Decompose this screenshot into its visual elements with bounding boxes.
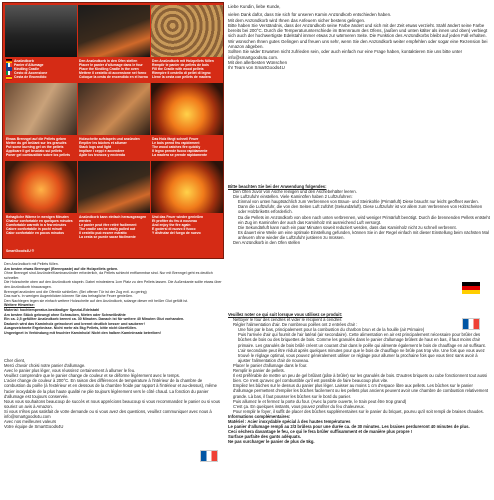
letter-paragraph: Sollten Sie wider Erwarten nicht zufrieden sein, oder auch einfach nur eine Frage haben, kontaktieren Sie uns bitte unter info@smartgoods4u.com. <box>228 49 463 60</box>
list-item: Einmal von unten hauptsächlich zum Verbrennen von Braun- und Steinkohle (Primärluft) Diese braucht nur leicht geöffnet werden. <box>238 199 479 205</box>
list-item: Régler l'alimentation d'air. De nombreux poêles ont 2 entrées d'air : <box>233 322 358 328</box>
list-item: Pour remplir le foyer, il suffit de placer des bûches supplémentaires sur le panier du briquet, pourvu qu'il soit rempli de braises chaudes. <box>233 408 484 414</box>
greeting: Liebe Kundin, liebe Kunde, <box>228 4 281 9</box>
notes-heading: Informations complémentaires: <box>228 413 291 419</box>
step-text: Brenngel anzünden und die Ofentür schließen. (Bei offener Tür ist der Zug evtl. zu gering) <box>4 289 147 294</box>
letter-paragraph: Bitte haben Sie Verständnis, dass der Anzündkorb seine Farbe ändert und sich mit der Zeit etwas verzieht. Stahl ändert seine Farbe bereits bei 200°C. Durch die Temperaturunterschiede im Brennraum des Ofens, (außen und unten kälter als innen und oben) verbiegt sich auch der hochwertigste Edelstahl immer etwas zur wärmeren Seite. Die Funktion des Anzündkorbs bleibt auf jeden Fall erhalten. <box>228 22 488 39</box>
letter-closing: Mit den allerbesten Wünschen <box>228 59 288 65</box>
list-item: Placer le panier d'allumage dans le four. <box>233 362 308 368</box>
product-photo-pellets <box>151 5 223 57</box>
german-usage-notes <box>228 184 490 245</box>
product-photo-cradle <box>5 5 77 57</box>
product-photo-glow <box>5 161 77 213</box>
list-item: Il est préférable de mettre un peu de gel brûlant (pâte à brûler) sur les granulés de bois. D'autres briquets ou cube fonctionnent tout aussi bien. Ce n'est qu'avec gel combustible qu'il est possible de faire beaucoup plus vite. <box>233 373 488 384</box>
list-item: Nettoyer le four des cendres et vider le récipient à cendres <box>233 317 342 323</box>
step-text: Das war's. In wenigen Augenblicken können Sie das behagliche Feuer genießen. <box>4 294 133 299</box>
caption-step-3: Etwas Brenngel auf die Pellets geben Mettre du gel brûlant sur les granulés Put some burning gel on the pellets Applicare il gel bruciato sui pellets Poner gel combustible sobre los pellets <box>6 137 71 157</box>
note-text: Surface parfaite des gants adéquats. <box>228 434 302 440</box>
letter-signature: Votre équipe de SmartGoods4U <box>4 424 64 430</box>
letter-paragraph: Avec le panier plus léger, vous réussirez certainement à allumer le feu. <box>4 368 136 374</box>
list-item: Es dauert eine Weile um eine optimale Einstellung gefunden, können Sie in der Regel einfach mit dieser Einstellung beim nächsten Mal anfeuern ohne wieder die Luftzufuhr justieren zu müssen. <box>238 229 489 240</box>
step-text: Den Anzündkorb mit Pellets füllen. <box>4 262 59 266</box>
note-text: Ausgezeichnete Ergebnisse. Nicht mehr als 5kg Pellets, bitte nicht überfüllen. <box>4 326 137 331</box>
caption-step-2: Den Anzündkorb mit Holzpellets füllen Remplir le panier de pellets de bois Fill the Cradle with wood pellets Riempire il cestello di pellet di legno Llene la cesta con pellets de madera <box>152 59 214 79</box>
product-instructions-grid <box>2 2 224 259</box>
list-item: C'est ça. En quelques instants, vous pouvez profiter du feu chaleureux. <box>233 403 365 409</box>
language-list <box>6 59 76 80</box>
note-text: Ungeeignet in Verbindung mit feuchter Kaminholz! Nicht den halben Kamininsatz betreiben! <box>4 330 161 335</box>
lang-label: Kindling Cradle <box>14 67 40 72</box>
product-photo-logs <box>78 83 150 135</box>
lang-label: Anzündkorb <box>14 59 34 63</box>
german-steps <box>4 262 224 336</box>
list-item: Une fois par le bas, principalement pour la combustion du charbon brun et de la houille (air Primaire) <box>238 327 425 333</box>
product-photo-enjoy <box>151 161 223 213</box>
list-item: Empilez les bûches sur le dessus du panier plus léger. Laisser au moins 1 cm d'espace libre aux pellets. Les bûches sur le panier d'allumage permettent d'empiler les bûches facilement ou les pellets plus anciens peuvent avoir une chambre de combustion relativement grande. Là bas, il faut pousser les bûches sur le bord du panier. <box>233 383 489 399</box>
note-text: Matériel : Acier inoxydable spécial à des hautes températures <box>228 418 351 424</box>
caption-step-8: Und das Feuer wieder genießen Et profiter du feu à nouveau And enjoy the fire again E godersi di nuovo il fuoco Y disfrutar del fuego de nuevo <box>152 215 204 235</box>
flag-de-icon <box>462 282 480 294</box>
section-heading: Bitte beachten Sie bei der Anwendung folgendes: <box>228 184 327 189</box>
letter-paragraph: Mit dem Anzündkorb wird Ihnen das Anfeuern sicher bestens gelingen. <box>228 17 366 23</box>
letter-paragraph: Nous vous souhaitons beaucoup de succès et nous apprécions beaucoup si vous recommandez le panier ou si vous souriez un avis à Amazon. <box>4 398 221 409</box>
lang-label: Cesta de Encendido <box>14 75 47 80</box>
note-text: Le panier d'allumage rempli au 2/3 brûlera pour une durée ca. de 30 minutes. Les braises perdureront 40 minutes de plus. <box>228 424 470 430</box>
greeting: Cher client, <box>4 358 26 363</box>
lang-label: Panier d'Allumage <box>14 63 44 68</box>
german-letter <box>228 4 490 71</box>
list-item: Puis l'arrivée d'air qui fournit de l'air latéral (air secondaire). Cette alimentation en air est principalement nécessaire pour brûler des bûches de bois ou des briquettes de bois. Comme les granulés dans le panier d'allumage brûlent de haut en bas, il faut moins d'air primaire. Les granulés de bois brûlé créent un courant d'air dans le poêle qui alimente également le bois de chauffage en air suffisant. <box>238 332 486 348</box>
step-text: Den Nachlegen legen sie einfach weitere Holzscheite auf den Anzündkorb, solange dieser mit heißer Glut gefüllt ist. <box>4 298 188 303</box>
caption-step-6: Behagliche Wärme in wenigen Minuten Chaleur confortable en quelques minutes Comfortable warmth in a few minutes Calore confortabile in pochi minuti Calor confortable en pocos minutos <box>6 215 73 235</box>
list-item: Puis allumez le et fermez la porte du four. (Avec la porte ouverte, le train peut être trop grand) <box>233 398 407 404</box>
product-photo-gel <box>5 83 77 135</box>
list-item: Den Anzündkorb in den Ofen stellen <box>233 240 301 246</box>
left-column <box>0 0 226 500</box>
letter-paragraph: L'acier change de couleur à 200°C. En raison des différences de température à l'intérieur de la chambre de combustion du poêle (à l'extérieur et en dessous de la chambre froide par rapport à l'intérieur et au-dessus), même l'acier inoxydable de la plus haute qualité ne plie toujours légèrement vers le côté chaud. La fonction du panier d'allumage est toujours conservée. <box>4 378 217 399</box>
letter-paragraph: Si vous n'êtes pas satisfait de votre demande ou si vous avez des questions, veuillez communiquer avec nous à info@smartgoods4u.com <box>4 408 212 420</box>
caption-step-7: Anzündkorb kann einfach herausgezogen werden Le panier peut être retiré facilement The cradle can be easily pulled out Il cestello può essere estratto La cesta se puede sacar fácilmente <box>79 215 147 239</box>
flag-es-icon <box>6 76 12 80</box>
caption-step-1: Den Anzündkorb in den Ofen stellen Placer le panier d'allumage dans le four Place the Kindling Cradle in the oven Mettere il cestello di accensione nel forno Coloque la cesta de encendido en el horno <box>79 59 148 79</box>
letter-signature: Ihr Team von SmartGoods4U <box>228 65 285 71</box>
letter-paragraph: Merci d'avoir choisi notre panier d'allumage. <box>4 363 86 369</box>
list-item: L'air secondaire peut être réduit après quelques minutes pour que le bois de chauffage ne brûle pas trop vite. Une fois que vous avez trouvé le réglage optimal, vous pouvez généralement utiliser ce réglage pour allumer la prochaine fois que vous tirez sans avoir à ajuster l'alimentation d'air de nouveau. <box>238 347 485 363</box>
product-photo-fire <box>151 83 223 135</box>
caption-step-5: Das Holz fängt schnell Feuer Le bois prend feu rapidement The wood catches fire quickly Il legno prende fuoco rapidamente La madera se prende rápidamente <box>152 137 208 157</box>
product-photo-pullout <box>78 161 150 213</box>
lang-label: Cesto di Accensione <box>14 71 48 76</box>
list-item: Die Sekundärluft kann nach ein paar Minuten soweit reduziert werden, dass das Kaminholz nicht zu schnell verbrennt. <box>238 224 457 230</box>
notes-heading: Weitere Hinweise: <box>4 303 35 308</box>
list-item: Den Ofen zuvor von Asche reinigen und den Aschebehälter leeren. <box>233 189 357 195</box>
step-text: Ohne Brenngel sind Anzünder/Kaminanzünder erforderlich, da Pellets schlecht entflammbar sind. Nur mit Brenngel geht es deutlich schneller. <box>4 271 213 280</box>
letter-paragraph: Wir wünschen Ihnen gutes Gelingen und freuen uns sehr, wenn Sie den Anzündkorb weiter empfehlen oder sogar eine Rezension bei Amazon abgeben. <box>228 38 488 50</box>
note-text: Ne pas surcharger le panier de plus de 5kg. <box>228 439 315 445</box>
step-text: Am besten etwas Brenngel (Brennpaste) auf die Holzpellets geben. <box>4 266 119 271</box>
section-heading: Veuillez noter ce qui suit lorsque vous utilisez ce produit: <box>228 312 343 317</box>
step-text: Die Holzscheite oben auf den Anzündkorb stapeln. Dabei mindestens 1cm Platz zu den Pellets lassen. Die Außenkante sollte etwas über den Anzündkorb hinausragen. <box>4 280 222 289</box>
list-item: Da die Pellets im Anzündkorb von oben nach unten verbrennen, wird weniger Primärluft benötigt. Durch die brennenden Pellets entsteht ein Zug im Kaminofen der auch das Kaminholz mit ausreichend Luft versorgt. <box>238 214 490 225</box>
list-item: Dann die Luftzufuhr, die von den Seiten Luft zuführt (Sekundärluft). Diese Luftzufuhr ist vor allem zum Verbrennen von Holzscheiten oder Holzbriketts erforderlich. <box>238 204 483 215</box>
note-text: Ceci séchera davantage le feu, ce qui le fera brûler suffisamment et de manière plus propre ! <box>228 429 413 435</box>
french-usage-notes <box>228 312 490 444</box>
note-text: Ein ca. 2,5 gefüllter Anzündkorb brennt ca. 30 Minuten. Danach ist für weitere 40 Minuten Glut vorhanden. <box>4 317 185 322</box>
note-text: Am besten Stück gebrungt ohne Schrauben, Nieten oder Schweißnähte <box>4 312 126 317</box>
letter-closing: Avec nos meilleures valeurs <box>4 419 57 425</box>
french-letter <box>4 358 224 429</box>
list-item: Remplir le panier de pellets. <box>233 368 285 374</box>
note-text: Material: hochtemperatur-beständiger Spezial-Edelstahl <box>4 307 100 312</box>
list-item: Die Luftzufuhr einstellen. Viele Kaminöfen haben 2 Luftzufuhren: <box>233 194 353 200</box>
letter-paragraph: Veuillez comprendre que le panier change de couleur et se déforme légèrement avec le temps. <box>4 373 180 379</box>
product-photo-oven <box>78 5 150 57</box>
flag-fr-icon <box>462 318 480 330</box>
letter-paragraph: vielen Dank dafür, dass Sie sich für unseren Kamin Anzündkorb entschieden haben. <box>228 12 392 18</box>
brand-mark: SmartGoods4U ® <box>6 249 35 253</box>
caption-step-4: Holzscheite aufstapeln und anzünden Empiler les bûches et allumer Stack logs and light Impilare i ceppi e accendere Apile los troncos y encienda <box>79 137 140 157</box>
flag-fr-icon <box>200 450 218 462</box>
note-text: Dadurch wird das Kaminholz getrocknet und brennt deutlich besser und sauberer! <box>4 321 145 326</box>
